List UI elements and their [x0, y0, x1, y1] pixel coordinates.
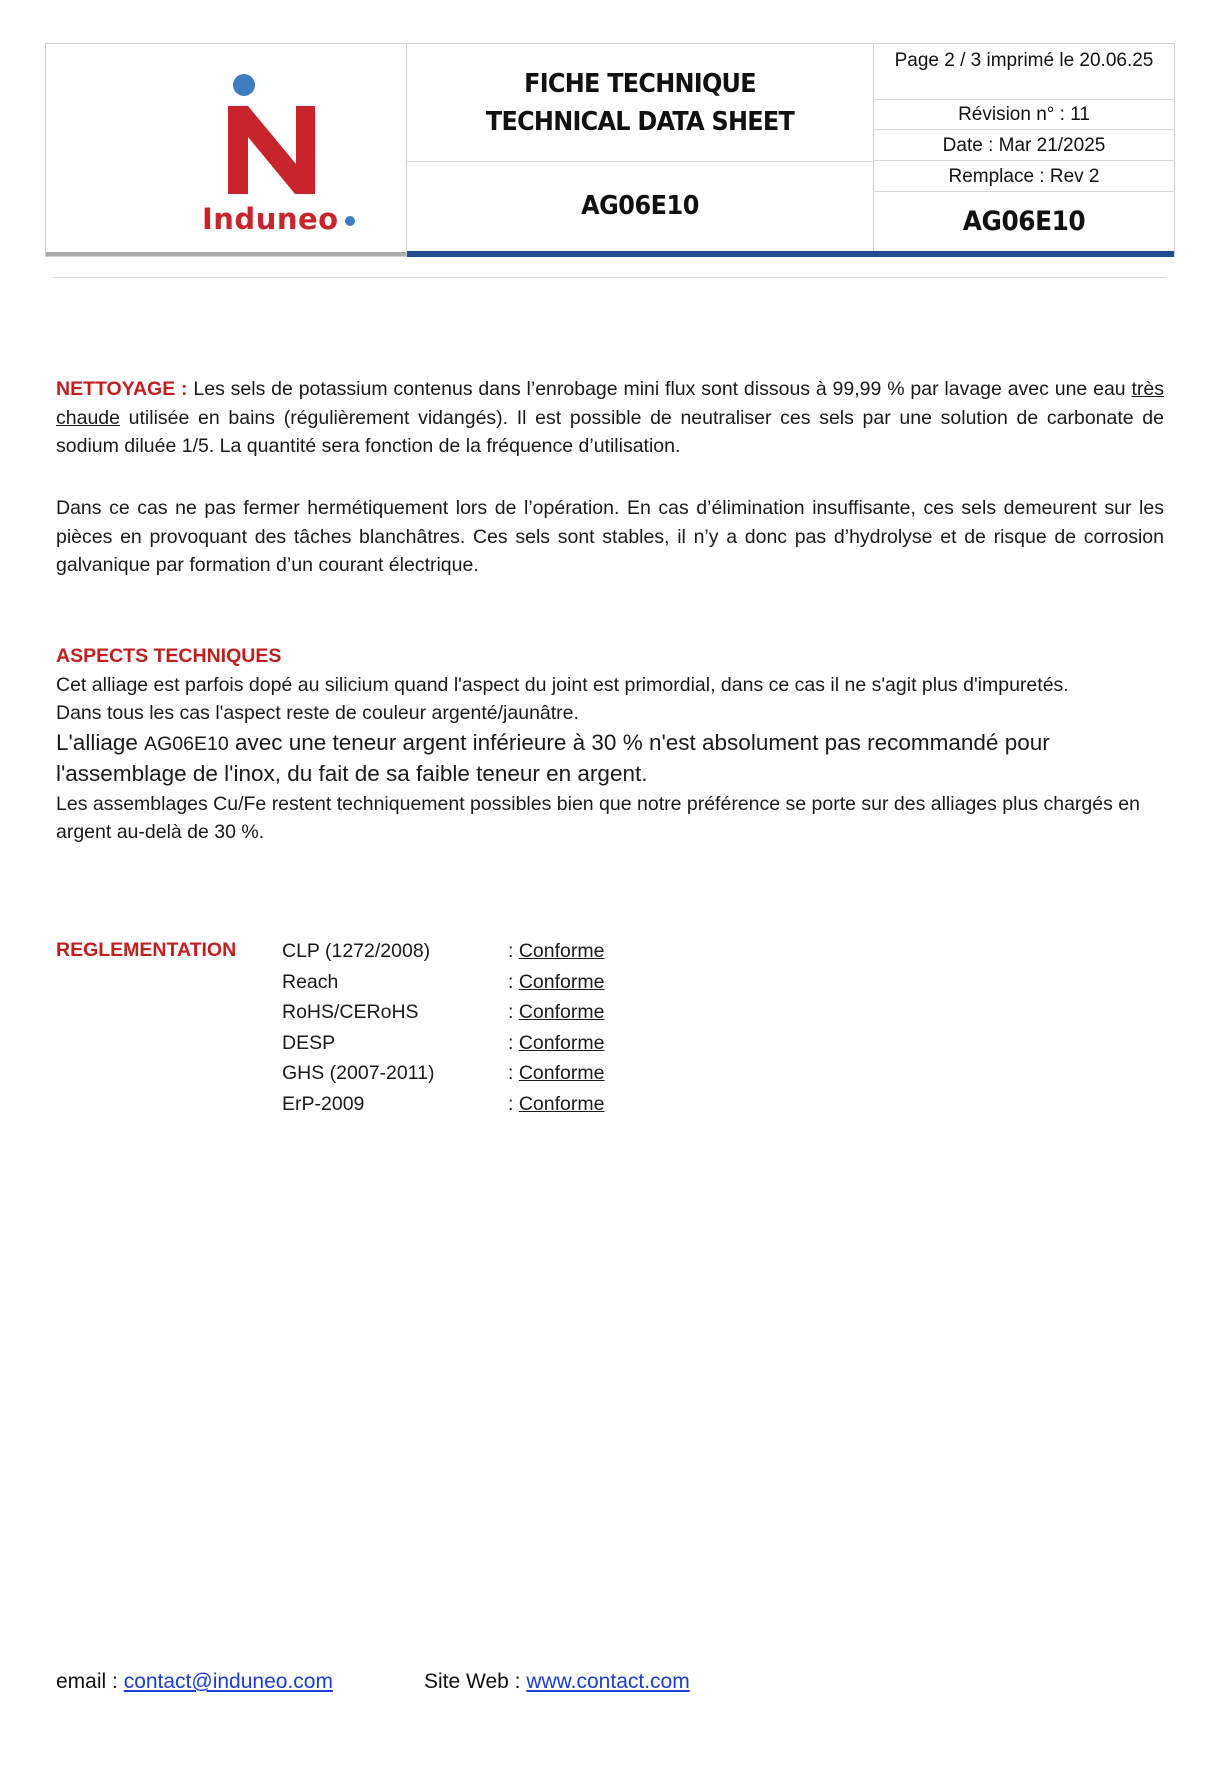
logo-underline	[46, 252, 406, 256]
regulation-value: : Conforme	[508, 1092, 605, 1115]
header-blue-bar	[407, 251, 1174, 257]
regulation-status: Conforme	[518, 1092, 605, 1115]
reglementation-heading: REGLEMENTATION	[56, 939, 237, 961]
logo-n-icon	[228, 106, 315, 194]
regulation-value: : Conforme	[508, 1062, 605, 1084]
regulation-label: CLP (1272/2008)	[282, 940, 431, 962]
reglementation-table	[282, 936, 682, 1119]
aspects-line-4: Les assemblages Cu/Fe restent techniquement possibles bien que notre préférence se porte sur des alliages plus chargés en argent au-delà de 30 %.	[56, 792, 1140, 843]
aspects-warning	[56, 728, 1164, 790]
induneo-logo	[156, 72, 339, 236]
logo-cell	[46, 44, 407, 256]
regulation-value: : Conforme	[508, 940, 605, 962]
website-link[interactable]: www.contact.com	[526, 1670, 690, 1693]
logo-dot-icon	[233, 74, 255, 96]
title-english: TECHNICAL DATA SHEET	[485, 107, 795, 137]
product-code: AG06E10	[581, 191, 699, 221]
regulation-label: ErP-2009	[282, 1092, 365, 1115]
title-cell	[407, 44, 874, 256]
website-label: Site Web :	[424, 1670, 527, 1693]
logo-brand-dot-icon	[345, 216, 355, 226]
aspects-line-1: Cet alliage est parfois dopé au silicium quand l'aspect du joint est primordial, dans ce cas il ne s'agit plus d'impuretés.	[56, 673, 1069, 696]
revision-info: Révision n° : 11	[874, 100, 1174, 130]
reglementation-row	[282, 997, 682, 1028]
document-footer	[56, 1670, 690, 1694]
regulation-status: Conforme	[518, 1001, 605, 1023]
nettoyage-paragraph-2: Dans ce cas ne pas fermer hermétiquement lors de l’opération. En cas d’élimination insuffisante, ces sels demeurent sur les pièces en provoquant des tâches blanchâtres. Ces sels sont stables, il n’y a donc pas d’hydrolyse et de risque de corrosion galvanique par formation d’un courant électrique.	[56, 497, 1164, 576]
nettoyage-heading: NETTOYAGE :	[56, 378, 188, 400]
logo-brand-name: Induneo	[202, 202, 355, 236]
nettoyage-underlined: très chaude	[56, 378, 1164, 429]
nettoyage-paragraph	[56, 375, 1164, 461]
title-block	[407, 44, 873, 162]
reglementation-row	[282, 1028, 682, 1059]
title-french: FICHE TECHNIQUE	[524, 69, 756, 99]
aspects-section	[56, 642, 1164, 847]
aspects-line-2: Dans tous les cas l'aspect reste de couleur argenté/jaunâtre.	[56, 702, 579, 724]
regulation-status: Conforme	[518, 1031, 605, 1054]
reglementation-row	[282, 1058, 682, 1089]
document-header	[45, 43, 1175, 257]
reglementation-row	[282, 936, 682, 967]
replaces-info: Remplace : Rev 2	[874, 161, 1174, 192]
aspects-warning-code: AG06E10	[144, 732, 229, 755]
page-info: Page 2 / 3 imprimé le 20.06.25	[874, 44, 1174, 100]
regulation-status: Conforme	[518, 970, 605, 993]
regulation-label: Reach	[282, 970, 339, 993]
regulation-status: Conforme	[518, 1062, 605, 1084]
nettoyage-text-1: Les sels de potassium contenus dans l’enrobage mini flux sont dissous à 99,99 % par lavage avec une eau	[187, 378, 1132, 400]
aspects-heading: ASPECTS TECHNIQUES	[56, 645, 282, 667]
regulation-label: GHS (2007-2011)	[282, 1062, 435, 1084]
reglementation-row	[282, 1089, 682, 1120]
aspects-warning-end: avec une teneur argent inférieure à 30 % n'est absolument pas recommandé pour l'assemblage de l'inox, du fait de sa faible teneur en argent.	[56, 729, 1050, 786]
regulation-status: Conforme	[518, 940, 605, 962]
date-info: Date : Mar 21/2025	[874, 130, 1174, 161]
website-block	[424, 1670, 690, 1694]
aspects-warning-start: L'alliage	[56, 729, 145, 755]
email-link[interactable]: contact@induneo.com	[123, 1670, 333, 1693]
email-label: email :	[56, 1670, 124, 1693]
reglementation-row	[282, 967, 682, 998]
regulation-value: : Conforme	[508, 970, 605, 993]
regulation-label: DESP	[282, 1031, 336, 1054]
regulation-value: : Conforme	[508, 1031, 605, 1054]
info-cell	[874, 44, 1174, 256]
regulation-value: : Conforme	[508, 1001, 605, 1023]
regulation-label: RoHS/CERoHS	[282, 1001, 419, 1023]
nettoyage-text-2: utilisée en bains (régulièrement vidangés). Il est possible de neutraliser ces sels par une solution de carbonate de sodium diluée 1/5. La quantité sera fonction de la fréquence d’utilisation.	[56, 406, 1164, 457]
header-separator	[52, 277, 1166, 278]
product-code-right: AG06E10	[962, 206, 1086, 237]
